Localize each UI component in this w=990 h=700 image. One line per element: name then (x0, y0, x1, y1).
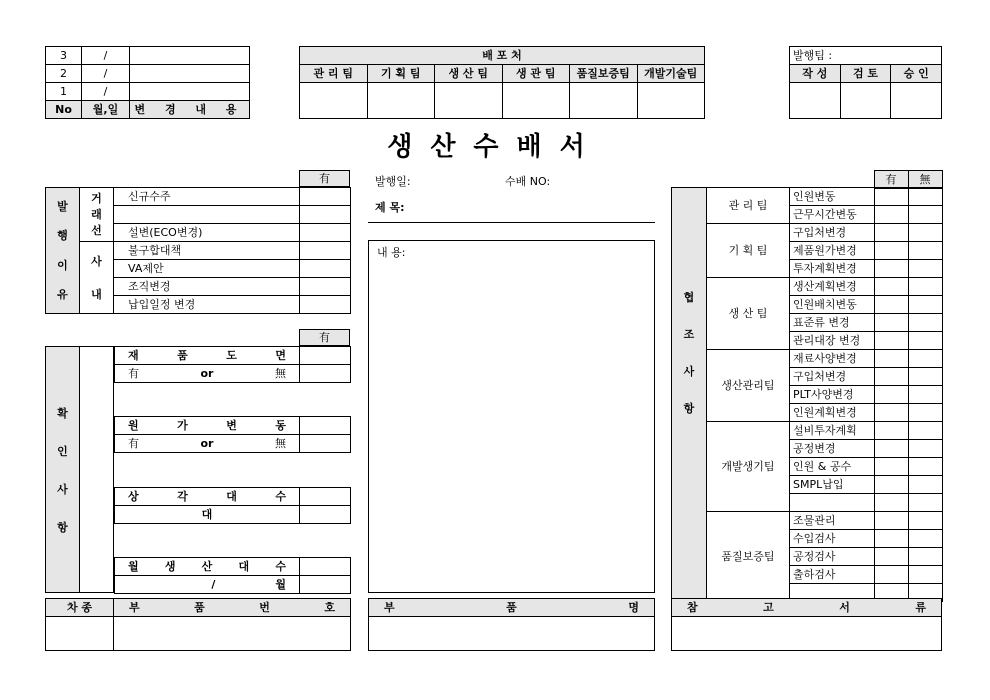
issue-date-label: 발행일: (375, 175, 411, 188)
confirm-label-char: 인 (57, 444, 68, 458)
cooperation-team: 관 리 팀 (707, 188, 790, 224)
revision-table (45, 46, 250, 119)
subject-underline (368, 222, 655, 223)
cooperation-no[interactable] (909, 422, 943, 440)
confirm-item-sub (115, 506, 300, 524)
cooperation-yes[interactable] (875, 242, 909, 260)
cooperation-item: 제품원가변경 (790, 242, 875, 260)
confirm-item-check[interactable] (300, 347, 351, 365)
cooperation-no[interactable] (909, 548, 943, 566)
confirm-title-char: 품 (177, 349, 188, 362)
cooperation-no[interactable] (909, 278, 943, 296)
cooperation-no[interactable] (909, 332, 943, 350)
confirm-label-char: 확 (57, 406, 68, 420)
issue-reason-item: 신규수주 (114, 188, 300, 206)
confirm-title-char: 상 (128, 490, 139, 503)
issue-reason-label-char: 유 (57, 287, 68, 301)
distribution-title: 배 포 처 (300, 47, 705, 65)
distribution-sign-cell (435, 83, 503, 119)
distribution-sign-cell (502, 83, 570, 119)
issuing-team-label: 발행팀 : (790, 47, 942, 65)
cooperation-no[interactable] (909, 440, 943, 458)
confirm-item-value[interactable] (300, 506, 351, 524)
confirm-item-check[interactable] (300, 488, 351, 506)
confirm-title-char: 각 (177, 490, 188, 503)
sub-text: 대 (201, 508, 213, 521)
confirm-title-char: 가 (177, 419, 188, 432)
confirm-item-value[interactable] (300, 576, 351, 594)
cooperation-row (672, 512, 943, 530)
cooperation-row (672, 422, 943, 440)
cooperation-item: 출하검사 (790, 566, 875, 584)
confirm-label-char: 항 (57, 520, 68, 534)
cooperation-item: 구입처변경 (790, 368, 875, 386)
parts-table (45, 598, 351, 651)
revision-content-header: 변 경 내 용 (130, 101, 250, 119)
confirm-title-char: 산 (201, 560, 213, 573)
confirm-title-char: 수 (275, 560, 286, 573)
cooperation-no[interactable] (909, 530, 943, 548)
confirm-title-char: 월 (128, 560, 139, 573)
approval-column: 승 인 (891, 65, 942, 83)
confirm-item-sub-row (115, 365, 351, 383)
cooperation-team: 품질보증팀 (707, 512, 790, 602)
part-no-header (114, 599, 351, 617)
issue-reason-item: 불구합대책 (114, 242, 300, 260)
sub-right: 無 (274, 437, 286, 450)
cooperation-team: 기 획 팀 (707, 224, 790, 278)
confirm-title-char: 생 (164, 560, 176, 573)
confirm-item-sub (115, 365, 300, 383)
cooperation-yes[interactable] (875, 224, 909, 242)
cooperation-item: SMPL납입 (790, 476, 875, 494)
cooperation-item: 표준류 변경 (790, 314, 875, 332)
cooperation-no[interactable] (909, 386, 943, 404)
confirm-item-sub (115, 576, 300, 594)
issue-group-label (80, 188, 114, 242)
revision-content (130, 83, 250, 101)
reference-char: 고 (763, 601, 774, 614)
confirm-title-char: 대 (238, 560, 250, 573)
cooperation-yes[interactable] (875, 422, 909, 440)
cooperation-yes[interactable] (875, 548, 909, 566)
confirm-label-char: 사 (57, 482, 68, 496)
cooperation-yes[interactable] (875, 386, 909, 404)
cooperation-no[interactable] (909, 512, 943, 530)
confirm-item-table (114, 557, 351, 594)
confirm-item-title (115, 488, 300, 506)
approval-sign-cell (790, 83, 841, 119)
cooperation-no[interactable] (909, 458, 943, 476)
cooperation-item: 설비투자계획 (790, 422, 875, 440)
cooperation-yes[interactable] (875, 260, 909, 278)
issue-reason-table (45, 187, 351, 314)
issue-reason-item (114, 206, 300, 224)
sub-right: 無 (274, 367, 286, 380)
cooperation-no[interactable] (909, 314, 943, 332)
confirm-item-sub-row (115, 506, 351, 524)
cooperation-no[interactable] (909, 476, 943, 494)
issue-reason-label-char: 이 (57, 258, 68, 272)
cooperation-item (790, 494, 875, 512)
distribution-sign-cell (367, 83, 435, 119)
issue-group-char: 사 (91, 254, 102, 268)
yu-mu-header: 有 無 (671, 170, 943, 189)
distribution-team: 관 리 팀 (300, 65, 368, 83)
cooperation-item: 수입검사 (790, 530, 875, 548)
confirm-item-title-row (115, 417, 351, 435)
confirm-title-char: 수 (275, 490, 286, 503)
cooperation-item: 구입처변경 (790, 224, 875, 242)
revision-date-header: 월,일 (82, 101, 130, 119)
cooperation-yes[interactable] (875, 440, 909, 458)
issue-reason-item: 설변(ECO변경) (114, 224, 300, 242)
cooperation-yes[interactable] (875, 494, 909, 512)
part_no-char: 품 (194, 601, 205, 614)
confirm-title-char: 원 (128, 419, 139, 432)
confirm-item-sub-row (115, 435, 351, 453)
distribution-sign-cell (300, 83, 368, 119)
confirm-label (45, 346, 80, 593)
part_name-char: 품 (506, 601, 517, 614)
cooperation-yes[interactable] (875, 332, 909, 350)
approval-sign-cell (840, 83, 891, 119)
cooperation-yes[interactable] (875, 278, 909, 296)
sub-mid: or (200, 437, 214, 450)
cooperation-yes[interactable] (875, 566, 909, 584)
cooperation-item: 조물관리 (790, 512, 875, 530)
cooperation-label-char: 사 (683, 365, 695, 378)
confirm-item-table (114, 346, 351, 383)
revision-no-header: No (46, 101, 82, 119)
confirm-item-title-row (115, 558, 351, 576)
cooperation-row (672, 278, 943, 296)
cooperation-item: 인원변동 (790, 188, 875, 206)
confirm-item-check[interactable] (300, 417, 351, 435)
reference-table (671, 598, 942, 651)
part_name-char: 명 (628, 601, 639, 614)
cooperation-yes[interactable] (875, 206, 909, 224)
part-name-table (368, 598, 655, 651)
issue-reason-label (46, 188, 80, 314)
cooperation-item: 인원계획변경 (790, 404, 875, 422)
confirm-title-char: 도 (226, 349, 237, 362)
confirm-item-title (115, 347, 300, 365)
distribution-team: 품질보증팀 (570, 65, 638, 83)
cooperation-no[interactable] (909, 296, 943, 314)
revision-row (46, 47, 250, 65)
sub-unit: 월 (275, 578, 286, 591)
content-box (368, 240, 655, 593)
confirm-item-value[interactable] (300, 365, 351, 383)
revision-date: / (82, 83, 130, 101)
approval-column: 검 토 (840, 65, 891, 83)
cooperation-no[interactable] (909, 206, 943, 224)
cooperation-item: 인원 & 공수 (790, 458, 875, 476)
confirm-spacer (80, 346, 114, 593)
issue-reason-check[interactable] (300, 206, 351, 224)
confirm-item-title-row (115, 488, 351, 506)
issue-reason-check[interactable] (300, 260, 351, 278)
distribution-team: 생 관 팀 (502, 65, 570, 83)
cooperation-label-char: 협 (683, 291, 695, 304)
cooperation-row (672, 188, 943, 206)
issue-reason-row (46, 242, 351, 260)
issue-group-char: 거 (91, 191, 102, 205)
cooperation-item: 재료사양변경 (790, 350, 875, 368)
distribution-table (299, 46, 705, 119)
issue-reason-check[interactable] (300, 296, 351, 314)
cooperation-yes[interactable] (875, 458, 909, 476)
confirm-item-value[interactable] (300, 435, 351, 453)
revision-date: / (82, 65, 130, 83)
cooperation-yes[interactable] (875, 404, 909, 422)
revision-date: / (82, 47, 130, 65)
issue-reason-item: 납입일정 변경 (114, 296, 300, 314)
sub-slash: / (211, 578, 216, 591)
reference-char: 류 (915, 601, 926, 614)
cooperation-item: 공정변경 (790, 440, 875, 458)
issue-reason-check[interactable] (300, 188, 351, 206)
distribution-sign-cell (637, 83, 705, 119)
confirm-title-char: 면 (275, 349, 286, 362)
sub-left: 有 (128, 367, 139, 380)
cooperation-no[interactable] (909, 224, 943, 242)
cooperation-yes[interactable] (875, 530, 909, 548)
cooperation-yes[interactable] (875, 314, 909, 332)
cooperation-item: PLT사양변경 (790, 386, 875, 404)
part_no-char: 호 (324, 601, 335, 614)
sub-left: 有 (128, 437, 139, 450)
cooperation-label-char: 조 (683, 328, 695, 341)
confirm-title-char: 재 (128, 349, 139, 362)
issue-reason-check[interactable] (300, 242, 351, 260)
issue-reason-check[interactable] (300, 278, 351, 296)
cooperation-yes[interactable] (875, 296, 909, 314)
issue-group-char: 래 (91, 207, 102, 221)
confirm-title-char: 동 (275, 419, 286, 432)
cooperation-yes[interactable] (875, 188, 909, 206)
cooperation-no[interactable] (909, 350, 943, 368)
revision-no: 2 (46, 65, 82, 83)
cooperation-team: 생산관리팀 (707, 350, 790, 422)
cooperation-no[interactable] (909, 188, 943, 206)
cooperation-yes[interactable] (875, 476, 909, 494)
yu-header-2: 有 (299, 329, 350, 346)
confirm-item-title (115, 558, 300, 576)
cooperation-table (671, 187, 943, 602)
cooperation-no[interactable] (909, 368, 943, 386)
cooperation-yes[interactable] (875, 512, 909, 530)
reference-header (672, 599, 942, 617)
revision-no: 1 (46, 83, 82, 101)
confirm-title-char: 대 (226, 490, 237, 503)
revision-row (46, 83, 250, 101)
cooperation-no[interactable] (909, 566, 943, 584)
cooperation-no[interactable] (909, 404, 943, 422)
content-label: 내 용: (377, 246, 406, 259)
confirm-item-sub-row (115, 576, 351, 594)
distribution-team: 기 획 팀 (367, 65, 435, 83)
subject-label: 제 목: (375, 201, 405, 214)
revision-no: 3 (46, 47, 82, 65)
cooperation-item: 근무시간변동 (790, 206, 875, 224)
issue-reason-item: 조직변경 (114, 278, 300, 296)
confirm-item-title (115, 417, 300, 435)
reference-char: 참 (687, 601, 698, 614)
sub-mid: or (200, 367, 214, 380)
revision-content (130, 47, 250, 65)
issue-reason-label-char: 행 (57, 229, 68, 243)
cooperation-item: 투자계획변경 (790, 260, 875, 278)
confirm-item-table (114, 487, 351, 524)
cooperation-item: 공정검사 (790, 548, 875, 566)
part_name-char: 부 (384, 601, 395, 614)
cooperation-item: 생산계획변경 (790, 278, 875, 296)
reference-char: 서 (839, 601, 850, 614)
cooperation-no[interactable] (909, 260, 943, 278)
confirm-title-char: 변 (226, 419, 237, 432)
confirm-item-title-row (115, 347, 351, 365)
cooperation-yes[interactable] (875, 350, 909, 368)
document-title: 생산수배서 (387, 132, 603, 162)
revision-header-row (46, 101, 250, 119)
car-type-header: 차 종 (46, 599, 114, 617)
revision-row (46, 65, 250, 83)
part-name-header (369, 599, 655, 617)
cooperation-label-char: 항 (683, 402, 695, 415)
order-no-label: 수배 NO: (505, 175, 551, 188)
distribution-sign-cell (570, 83, 638, 119)
part_no-char: 번 (259, 601, 270, 614)
cooperation-item: 관리대장 변경 (790, 332, 875, 350)
cooperation-no[interactable] (909, 494, 943, 512)
yu-header: 有 (299, 170, 350, 187)
cooperation-row (672, 224, 943, 242)
part_no-char: 부 (129, 601, 140, 614)
cooperation-row (672, 350, 943, 368)
cooperation-label (672, 188, 707, 602)
cooperation-team: 개발생기팀 (707, 422, 790, 512)
cooperation-item: 인원배치변동 (790, 296, 875, 314)
issue-reason-check[interactable] (300, 224, 351, 242)
cooperation-no[interactable] (909, 242, 943, 260)
issue-reason-label-char: 발 (57, 200, 68, 214)
issue-group-char: 선 (91, 224, 102, 238)
issue-group-char: 내 (91, 287, 102, 301)
confirm-item-sub (115, 435, 300, 453)
confirm-item-check[interactable] (300, 558, 351, 576)
issue-reason-item: VA제안 (114, 260, 300, 278)
revision-content (130, 65, 250, 83)
issue-reason-row (46, 188, 351, 206)
issue-group-label (80, 242, 114, 314)
approval-sign-cell (891, 83, 942, 119)
distribution-team: 생 산 팀 (435, 65, 503, 83)
confirm-item-table (114, 416, 351, 453)
cooperation-team: 생 산 팀 (707, 278, 790, 350)
distribution-team: 개발기술팀 (637, 65, 705, 83)
approval-table (789, 46, 942, 119)
approval-column: 작 성 (790, 65, 841, 83)
cooperation-yes[interactable] (875, 368, 909, 386)
